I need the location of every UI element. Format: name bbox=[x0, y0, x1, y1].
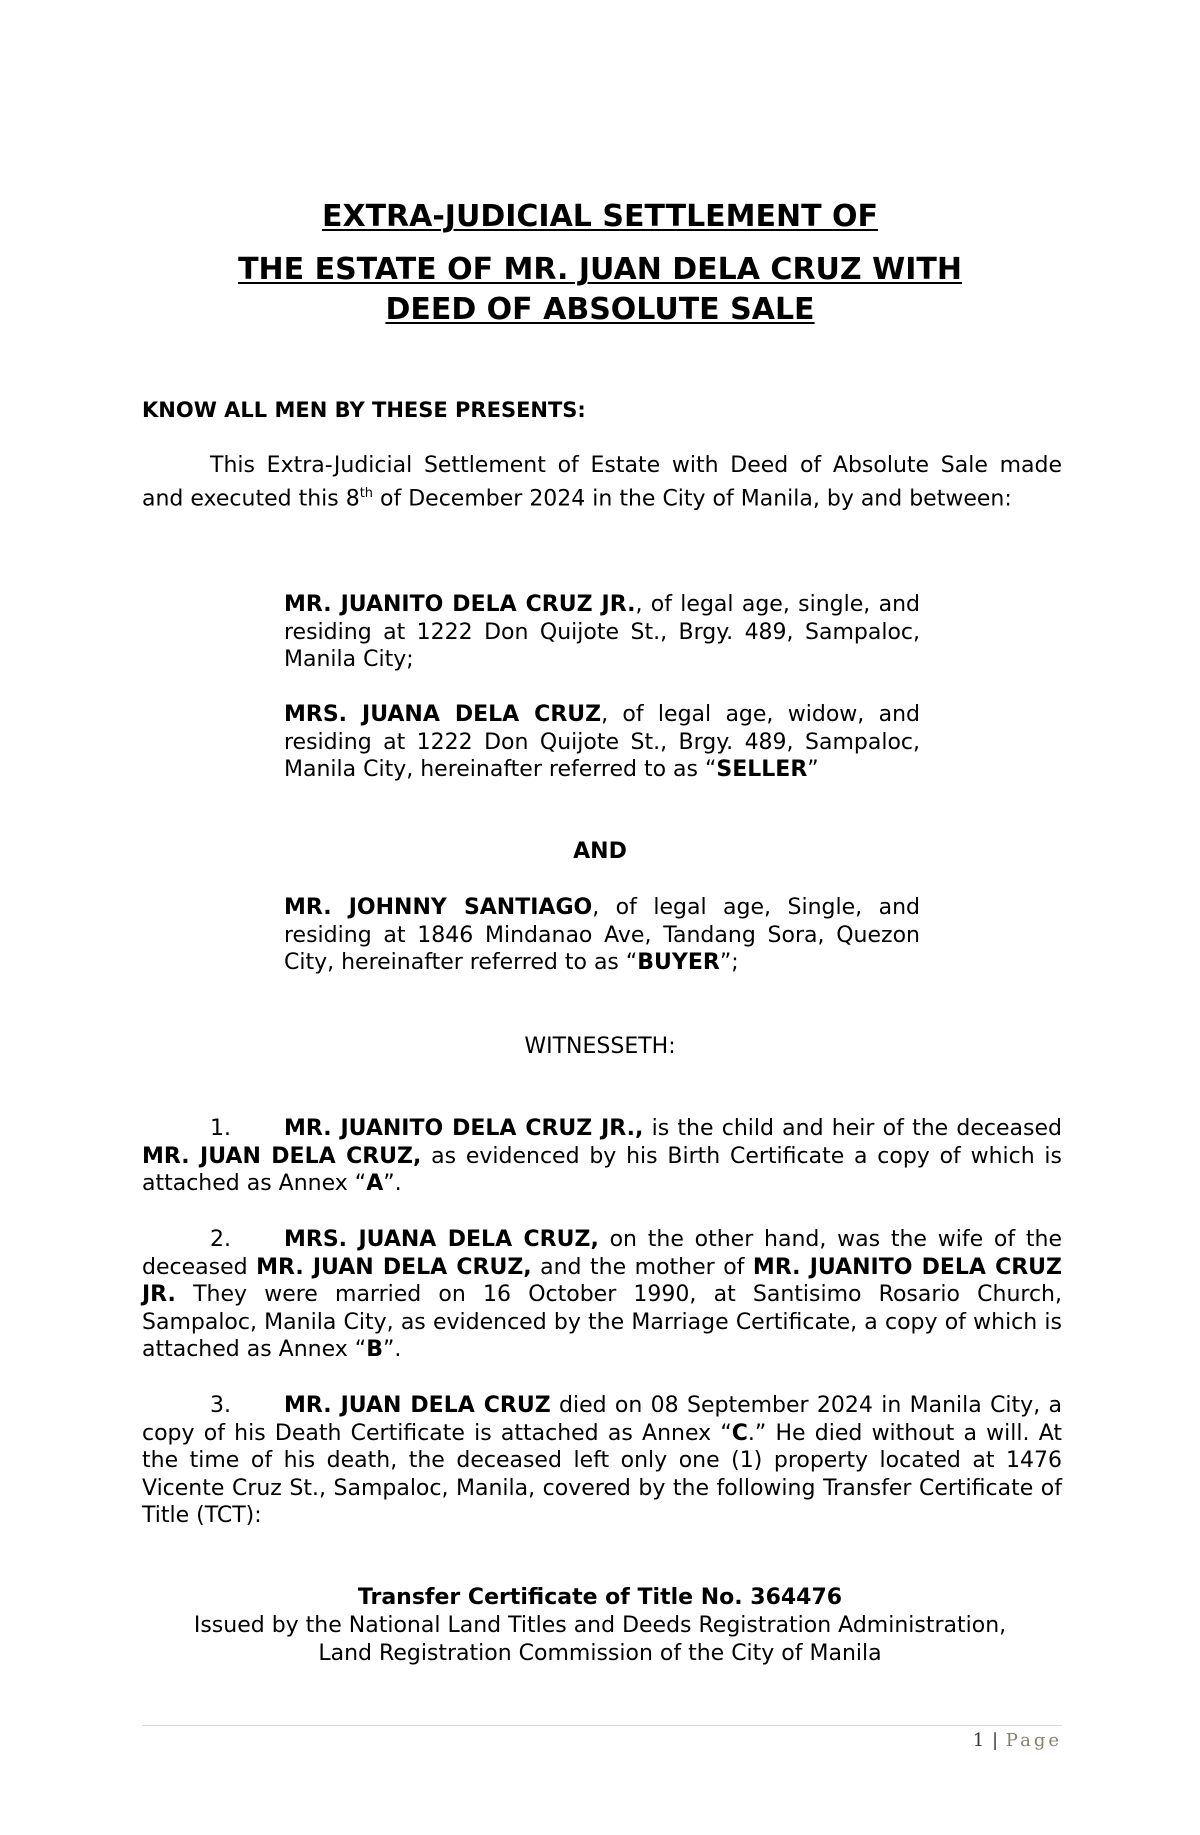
page-number: 1 bbox=[972, 1730, 986, 1751]
clause-1: 1. MR. JUANITO DELA CRUZ JR., is the child and heir of the deceased MR. JUAN DELA CRUZ, as evidenced by his Birth Certificate a copy of which is attached as Annex “A”. bbox=[142, 1116, 1063, 1196]
tct-title: Transfer Certificate of Title No. 364476 bbox=[357, 1585, 843, 1610]
tct-issuer-line-1: Issued by the National Land Titles and Deeds Registration Administration, bbox=[193, 1613, 1007, 1638]
party-name: MR. JUANITO DELA CRUZ JR. bbox=[284, 592, 636, 617]
document-title-line-3: DEED OF ABSOLUTE SALE bbox=[385, 292, 815, 327]
party-buyer: MR. JOHNNY SANTIAGO, of legal age, Single, and residing at 1846 Mindanao Ave, Tandang Sora, Quezon City, hereinafter referred to as “BUYER”; bbox=[284, 895, 920, 975]
party-seller-2: MRS. JUANA DELA CRUZ, of legal age, widow, and residing at 1222 Don Quijote St., Brgy. 489, Sampaloc, Manila City, hereinafter referred to as “SELLER” bbox=[284, 702, 920, 782]
clause-3: 3. MR. JUAN DELA CRUZ died on 08 September 2024 in Manila City, a copy of his Death Certificate is attached as Annex “C.” He died without a will. At the time of his death, the deceased left only one (1) property located at 1476 Vicente Cruz St., Sampaloc, Manila, covered by the following Transfer Certificate of Title (TCT): bbox=[142, 1393, 1063, 1528]
page-label: Page bbox=[1005, 1730, 1062, 1751]
party-name: MRS. JUANA DELA CRUZ bbox=[284, 702, 602, 727]
witnesseth-heading: WITNESSETH: bbox=[524, 1034, 676, 1059]
document-title-line-2: THE ESTATE OF MR. JUAN DELA CRUZ WITH bbox=[238, 252, 962, 287]
party-role: SELLER bbox=[716, 757, 808, 782]
and-separator: AND bbox=[573, 839, 627, 864]
page-footer: 1 | Page bbox=[972, 1730, 1062, 1751]
document-title-line-1: EXTRA-JUDICIAL SETTLEMENT OF bbox=[321, 199, 879, 234]
party-role: BUYER bbox=[637, 950, 720, 975]
party-seller-1: MR. JUANITO DELA CRUZ JR., of legal age, single, and residing at 1222 Don Quijote St., Brgy. 489, Sampaloc, Manila City; bbox=[284, 592, 920, 672]
party-name: MR. JOHNNY SANTIAGO bbox=[284, 895, 593, 920]
intro-paragraph: This Extra-Judicial Settlement of Estate with Deed of Absolute Sale made and executed this 8th of December 2024 in the City of Manila, by and between: bbox=[142, 453, 1062, 511]
footer-divider bbox=[142, 1725, 1062, 1726]
tct-issuer-line-2: Land Registration Commission of the City of Manila bbox=[318, 1641, 882, 1666]
know-all-men-heading: KNOW ALL MEN BY THESE PRESENTS: bbox=[142, 398, 586, 422]
clause-2: 2. MRS. JUANA DELA CRUZ, on the other hand, was the wife of the deceased MR. JUAN DELA CRUZ, and the mother of MR. JUANITO DELA CRUZ JR. They were married on 16 October 1990, at Santisimo Rosario Church, Sampaloc, Manila City, as evidenced by the Marriage Certificate, a copy of which is attached as Annex “B”. bbox=[142, 1227, 1062, 1362]
